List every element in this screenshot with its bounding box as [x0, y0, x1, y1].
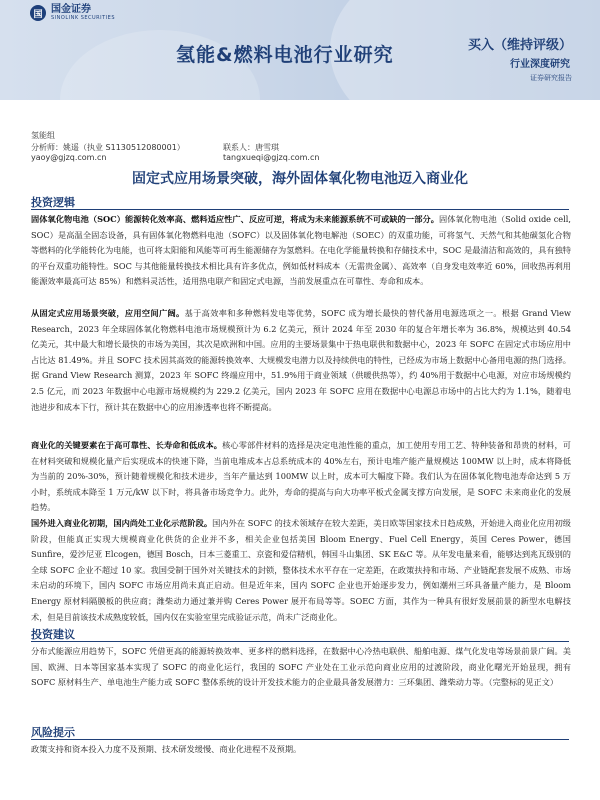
logo-name-en: SINOLINK SECURITIES	[51, 15, 115, 21]
paragraph-risk	[31, 742, 571, 758]
team-name: 氢能组	[31, 131, 55, 140]
section-divider	[31, 739, 569, 740]
analyst-name: 分析师：姚遥（执业 S1130512080001）	[31, 143, 185, 152]
report-type: 行业深度研究	[510, 59, 570, 70]
section-title-investment-suggestion: 投资建议	[31, 628, 75, 641]
page-headline: 固定式应用场景突破，海外固体氧化物电池迈入商业化	[132, 171, 468, 187]
paragraph-body: 固体氧化物电池（Solid oxide cell, SOC）是高温全固态设备，具有固体氧化物燃料电池（SOFC）以及固体氧化物电解池（SOEC）的双重功能，可将氢气、天然气和其他碳氢化合物等燃料的化学能转化为电能，也可将太阳能和风能等可再生能源储存为氢燃料。在电化学能量转换和存储技术中，SOC 是最清洁和高效的，具有独特的平台双重功能特性。SOC 与其他能量转换技术相比具有许多优点，例如低材料成本（无需贵金属）、高效率（自身发电效率近 60%，回收热再利用能源效率最高可达 85%）和燃料灵活性，适用热电联产和固定式电源，当前发展重点在可靠性、寿命和成本。	[31, 214, 571, 287]
rating-badge: 买入（维持评级）	[468, 38, 573, 53]
header-banner	[0, 0, 600, 100]
section-title-risk: 风险提示	[31, 726, 75, 739]
contact-name: 联系人：唐雪琪	[223, 143, 279, 152]
paragraph-application	[31, 306, 571, 415]
paragraph-lead: 从固定式应用场景突破，应用空间广阔。	[31, 308, 185, 318]
paragraph-body: 分布式能源应用趋势下，SOFC 凭借更高的能源转换效率、更多样的燃料选择，在数据中心冷热电联供、船舶电源、煤气化发电等场景前景广阔。美国、欧洲、日本等国家基本实现了 SOFC 的商业化运行，我国的 SOFC 产业处在工业示范向商业应用的过渡阶段，商业化曙光开始显现，拥有 SOFC 原材料生产、单电池生产能力或 SOFC 整体系统的设计开发技术能力的企业最具备发展潜力：三环集团、潍柴动力等。（完整标的见正文）	[31, 646, 571, 688]
paragraph-body: 国内外在 SOFC 的技术领域存在较大差距，美日欧等国家技术日趋成熟，开始进入商业化应用初级阶段，但能真正实现大规模商业化供货的企业并不多，相关企业包括美国 Bloom Energy、Fuel Cell Energy，英国 Ceres Power，德国 Sunfire，爱沙尼亚 Elcogen，德国 Bosch，日本三菱重工、京瓷和爱信精机，韩国斗山集团、SK E&C 等。从年发电量来看，能够达到兆瓦级别的全球 SOFC 企业不超过 10 家。我国受制于国外对关键技术的封锁，整体技术水平存在一定差距，在政策扶持和市场、产业链配套发展不成熟、市场未启动的环境下，国内 SOFC 市场应用尚未真正启动。但是近年来，国内 SOFC 企业也开始逐步发力，例如潮州三环具备量产能力，是 Bloom Energy 原材料隔膜板的供应商；潍柴动力通过兼并购 Ceres Power 展开布局等等。SOEC 方面，其作为一种具有很好发展前景的新型水电解技术，但是目前该技术成熟度较低，国内仅在实验室里完成验证示范，尚未广泛商业化。	[31, 518, 571, 622]
logo-name-cn: 国金证券	[51, 4, 91, 15]
company-logo	[30, 4, 115, 22]
paragraph-lead: 固体氧化物电池（SOC）能源转化效率高、燃料适应性广、反应可逆，将成为未来能源系统不可或缺的一部分。	[31, 214, 439, 224]
paragraph-soc-intro	[31, 212, 571, 290]
analyst-email[interactable]: yaoy@gjzq.com.cn	[31, 153, 107, 162]
paragraph-body: 政策支持和资本投入力度不及预期、技术研发缓慢、商业化进程不及预期。	[31, 744, 302, 754]
paragraph-body: 基于高效率和多种燃料发电等优势，SOFC 成为增长最快的替代备用电源选项之一。根据 Grand View Research，2023 年全球固体氧化物燃料电池市场规模预计为 6.2 亿美元，预计 2024 年至 2030 年的复合年增长率为 36.8%，规模达到 40.54 亿美元，其中最大和增长最快的市场为美国，其次是欧洲和中国。应用的主要场景集中于热电联供和数据中心，2023 年 SOFC 在固定式市场应用中占比达 81.49%。并且 SOFC 技术因其高效的能源转换效率、大规模发电潜力以及持续供电的特性，已经成为市场上数据中心备用电源的热门选择。据 Grand View Research 测算，2023 年 SOFC 终端应用中，51.9%用于商业领域（供暖供热等），约 40%用于数据中心电源，对应市场规模约 2.5 亿元，而 2023 年数据中心电源市场规模约为 229.2 亿美元，国内 2023 年 SOFC 应用在数据中心电源总市场中的占比大约为 1.1%，随着电池进步和成本下行，预计其在数据中心的应用渗透率也将不断提高。	[31, 308, 571, 412]
report-title: 氢能&燃料电池行业研究	[176, 44, 394, 66]
section-divider	[31, 209, 569, 210]
section-title-investment-logic: 投资逻辑	[31, 196, 75, 209]
contact-email[interactable]: tangxueqi@gjzq.com.cn	[223, 153, 320, 162]
paragraph-suggestion	[31, 644, 571, 691]
paragraph-lead: 商业化的关键要素在于高可靠性、长寿命和低成本。	[31, 440, 223, 450]
department-label: 证券研究报告	[530, 74, 572, 82]
logo-text	[51, 4, 115, 22]
paragraph-body: 核心零部件材料的选择是决定电池性能的重点，加工使用专用工艺、特种装备和昂贵的材料，可在材料突破和规模化量产后实现成本的快速下降，当前电堆成本占总系统成本的 40%左右，预计电堆产能产量规模达 100MW 以上时，成本将降低为当前的 20%-30%，预计随着规模化和技术进步，当年产量达到 100MW 以上时，成本可大幅度下降。我们认为在固体氧化物电池寿命达到 5 万小时，系统成本降至 1 万元/kW 以下时，将具备市场竞争力。此外，寿命的提高与向大功率平板式金属支撑方向发展，是 SOFC 未来商业化的发展趋势。	[31, 440, 571, 513]
paragraph-lead: 国外进入商业化初期，国内尚处工业化示范阶段。	[31, 518, 213, 528]
section-divider	[31, 641, 569, 642]
logo-icon: 国	[30, 5, 46, 21]
paragraph-commercialization-keys	[31, 438, 571, 516]
paragraph-global-status	[31, 516, 571, 625]
